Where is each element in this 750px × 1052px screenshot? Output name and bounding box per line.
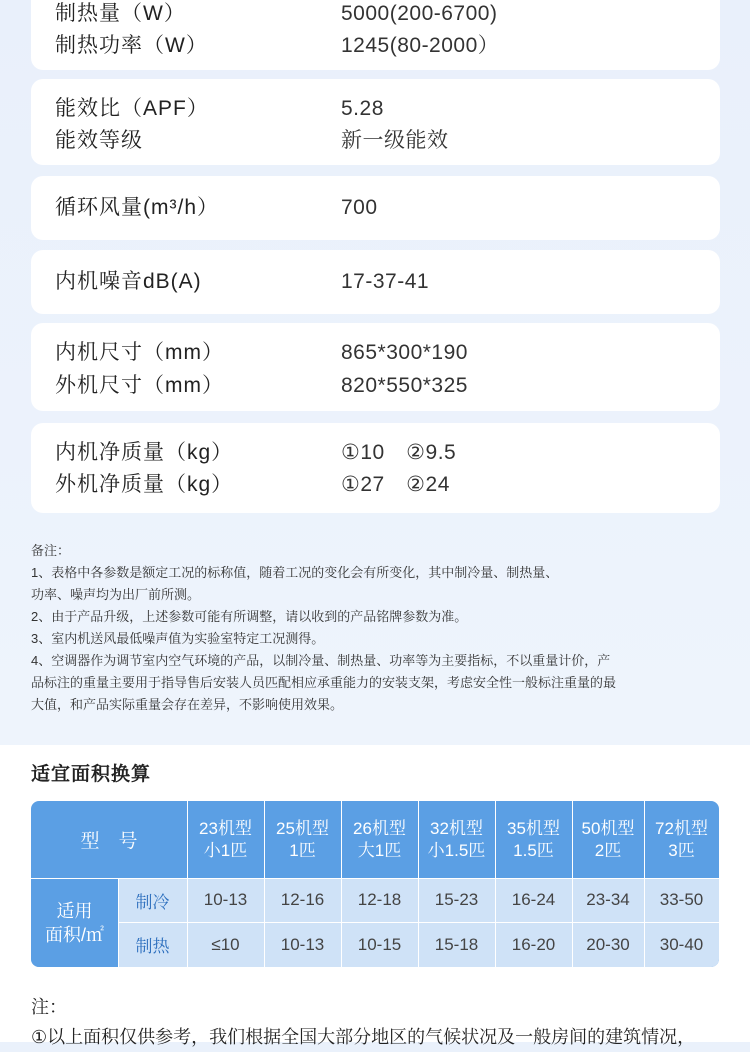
cool-value: 16-24 [511, 890, 556, 909]
spec-label: 制热功率（W） [55, 34, 208, 57]
model-size: 大1匹 [357, 840, 402, 860]
grid-line [341, 801, 342, 967]
spec-value: ①10 ②9.5 [341, 441, 457, 464]
spec-value: 820*550*325 [341, 374, 468, 397]
cool-value: 12-16 [280, 890, 325, 909]
spec-value: 5000(200-6700) [341, 2, 498, 25]
heat-value: 30-40 [659, 934, 704, 954]
remarks-line: 功率、噪声均为出厂前所测。 [31, 587, 201, 602]
area-section-title: 适宜面积换算 [31, 764, 152, 785]
grid-line [572, 801, 573, 967]
spec-label: 能效等级 [55, 129, 143, 152]
heat-value: 10-15 [357, 934, 402, 954]
grid-line [644, 801, 645, 967]
model-cell [341, 801, 418, 878]
spec-value: 1245(80-2000） [341, 34, 500, 57]
grid-line [418, 801, 419, 967]
footnote-line: ①以上面积仅供参考，我们根据全国大部分地区的气候状况及一般房间的建筑情况， [31, 1027, 696, 1047]
model-name: 50机型 [581, 818, 635, 838]
model-name: 25机型 [276, 818, 329, 838]
remarks [31, 540, 731, 716]
heat-value: 16-20 [511, 934, 556, 954]
remarks-line: 品标注的重量主要用于指导售后安装人员匹配相应承重能力的安装支架，考虑安全性一般标注重量的最 [31, 675, 617, 690]
spec-label: 循环风量(m³/h） [55, 196, 219, 219]
grid-line [118, 922, 719, 923]
footnote [31, 992, 736, 1052]
spec-label: 内机噪音dB(A) [55, 270, 202, 293]
heat-label: 制热 [135, 937, 170, 956]
spec-value: 5.28 [341, 97, 384, 120]
grid-line [264, 801, 265, 967]
spec-label: 外机尺寸（mm） [55, 374, 224, 397]
heat-value: 15-18 [434, 934, 479, 954]
model-size: 1.5匹 [513, 840, 554, 860]
cool-value: 23-34 [586, 890, 630, 909]
model-size: 1匹 [289, 840, 316, 860]
grid-line [495, 801, 496, 967]
cool-label: 制冷 [135, 892, 170, 912]
model-size: 3匹 [668, 840, 695, 860]
model-header-cell [31, 801, 187, 878]
spec-label: 能效比（APF） [55, 97, 209, 120]
model-cell [264, 801, 341, 878]
spec-value: ①27 ②24 [341, 473, 450, 496]
cool-value: 33-50 [659, 890, 704, 909]
spec-card-noise [31, 250, 720, 314]
spec-card-efficiency [31, 79, 720, 165]
model-cell [495, 801, 572, 878]
spec-value: 700 [341, 196, 378, 219]
model-cell [187, 801, 264, 878]
spec-label: 内机净质量（kg） [55, 441, 234, 464]
spec-card-airflow [31, 176, 720, 240]
model-name: 35机型 [507, 818, 560, 838]
spec-label: 制热量（W） [55, 2, 186, 25]
remarks-title: 备注： [31, 543, 71, 558]
spec-label: 外机净质量（kg） [55, 473, 234, 496]
model-header-label: 型 号 [80, 831, 138, 852]
footnote-title: 注： [31, 997, 67, 1017]
heat-value: 10-13 [280, 934, 325, 954]
area-label-line1: 适用 [56, 900, 93, 921]
spec-card-heating [31, 0, 720, 70]
cool-value: 10-13 [203, 890, 248, 909]
model-cell [572, 801, 644, 878]
model-cell [418, 801, 495, 878]
cool-label-cell [118, 878, 187, 922]
heat-label-cell [118, 922, 187, 967]
area-label-line2: 面积/㎡ [44, 924, 104, 945]
heat-value: 20-30 [586, 934, 630, 954]
spec-value: 865*300*190 [341, 341, 468, 364]
spec-card-weight [31, 423, 720, 513]
remarks-line: 3、室内机送风最低噪声值为实验室特定工况测得。 [31, 631, 325, 646]
model-size: 2匹 [594, 840, 622, 860]
area-label-cell [31, 878, 118, 967]
remarks-line: 1、表格中各参数是额定工况的标称值，随着工况的变化会有所变化，其中制冷量、制热量、 [31, 565, 559, 580]
model-cell [644, 801, 719, 878]
grid-line [31, 878, 719, 879]
spec-value: 17-37-41 [341, 270, 430, 293]
area-table [31, 801, 719, 967]
heat-value: ≤10 [211, 934, 240, 954]
spec-value: 新一级能效 [341, 129, 449, 152]
spec-label: 内机尺寸（mm） [55, 341, 224, 364]
model-size: 小1.5匹 [427, 840, 486, 860]
cool-value: 12-18 [357, 890, 402, 909]
model-name: 23机型 [199, 818, 252, 838]
area-section [0, 745, 750, 1047]
spec-card-size [31, 323, 720, 411]
remarks-line: 4、空调器作为调节室内空气环境的产品，以制冷量、制热量、功率等为主要指标，不以重量计价，产 [31, 653, 611, 668]
model-name: 72机型 [655, 818, 708, 838]
remarks-line: 2、由于产品升级，上述参数可能有所调整，请以收到的产品铭牌参数为准。 [31, 609, 468, 624]
model-name: 32机型 [430, 818, 483, 838]
remarks-line: 大值，和产品实际重量会存在差异，不影响使用效果。 [31, 697, 344, 712]
model-name: 26机型 [353, 818, 406, 838]
model-size: 小1匹 [203, 840, 248, 860]
cool-value: 15-23 [434, 890, 479, 909]
grid-line [187, 801, 188, 967]
